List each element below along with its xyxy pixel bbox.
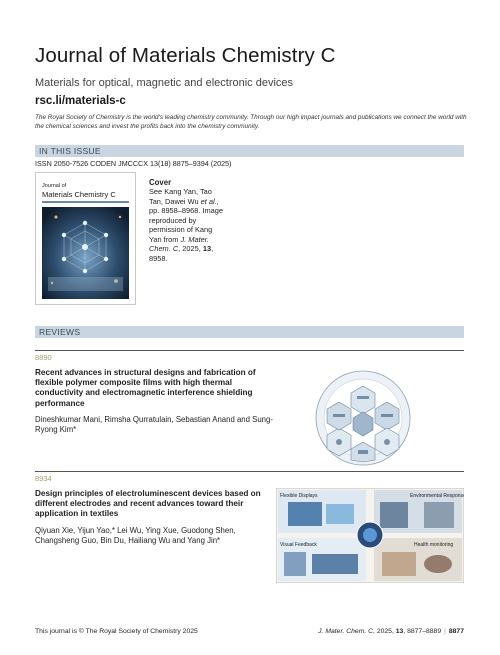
cover-text-1: See Kang Yan, Tao Tan, Dawei Wu	[149, 187, 212, 206]
cover-text-etal: et al.	[200, 196, 217, 206]
article-page-number: 8934	[35, 474, 52, 483]
cover-text-4: , 8958.	[149, 244, 214, 263]
cover-description	[149, 187, 225, 263]
circular-toc-figure	[315, 370, 411, 466]
reviews-heading: REVIEWS	[39, 327, 81, 337]
footer-copyright: This journal is © The Royal Society of Chemistry 2025	[35, 628, 198, 635]
in-this-issue-heading: IN THIS ISSUE	[39, 146, 101, 156]
fig-label-visual-feedback: Visual Feedback	[280, 542, 317, 548]
article-1-graphical-abstract[interactable]	[315, 370, 411, 466]
cover-text-2: , pp. 8958–8968. Image reproduced by permission of Kang Yan from	[149, 196, 223, 244]
journal-subtitle: Materials for optical, magnetic and electronic devices	[35, 77, 294, 89]
cover-text-3: , 2025,	[178, 244, 203, 253]
article-authors: Qiyuan Xie, Yijun Yao,* Lei Wu, Ying Xue, Guodong Shen, Changsheng Guo, Bin Du, Hailiang Wu and Yang Jin*	[35, 526, 236, 546]
footer-journal-abbrev: J. Mater. Chem. C	[318, 628, 374, 635]
cover-text-journal: J. Mater. Chem. C	[149, 234, 209, 253]
in-this-issue-band	[35, 145, 464, 157]
cover-image[interactable]	[35, 172, 136, 305]
article-2-graphical-abstract[interactable]	[276, 488, 464, 583]
journal-title: Journal of Materials Chemistry C	[35, 44, 336, 67]
cover-artwork	[36, 173, 135, 304]
footer-year: , 2025,	[373, 628, 396, 635]
article-title[interactable]: Design principles of electroluminescent devices based on different electrodes and recent advances toward their application in textiles	[35, 489, 261, 519]
journal-url[interactable]: rsc.li/materials-c	[35, 95, 126, 107]
rsc-blurb: The Royal Society of Chemistry is the world's leading chemistry community. Through our high impact journals and publications we connect the world with the chemical sciences and invest the profits back into the chemistry community.	[35, 114, 467, 130]
issn-line: ISSN 2050-7526 CODEN JMCCCX 13(18) 8875–9394 (2025)	[35, 159, 232, 168]
textile-el-toc-figure	[276, 488, 464, 583]
article-title[interactable]: Recent advances in structural designs and fabrication of flexible polymer composite films with high thermal conductivity and electromagnetic interference shielding performance	[35, 368, 256, 408]
footer-page-number: 8877	[448, 628, 464, 635]
cover-thumb-title-small: Journal of	[42, 183, 67, 189]
footer-separator: |	[444, 628, 446, 635]
article-authors: Dineshkumar Mani, Rimsha Qurratulain, Sebastian Anand and Sung-Ryong Kim*	[35, 415, 273, 435]
footer-pages: , 8877–8889	[403, 628, 442, 635]
article-page-number: 8890	[35, 353, 52, 362]
fig-label-health-monitoring: Health monitoring	[414, 542, 454, 548]
footer-volume: 13	[395, 628, 404, 635]
cover-label: Cover	[149, 178, 172, 187]
fig-label-flexible-displays: Flexible Displays	[280, 493, 318, 499]
footer-citation	[318, 628, 464, 635]
cover-thumb-title-big: Materials Chemistry C	[42, 190, 116, 199]
fig-label-environmental-response: Environmental Response	[410, 493, 464, 499]
article-divider	[35, 471, 464, 472]
cover-text-volume: 13	[202, 244, 212, 253]
reviews-band	[35, 326, 464, 338]
article-divider	[35, 350, 464, 351]
